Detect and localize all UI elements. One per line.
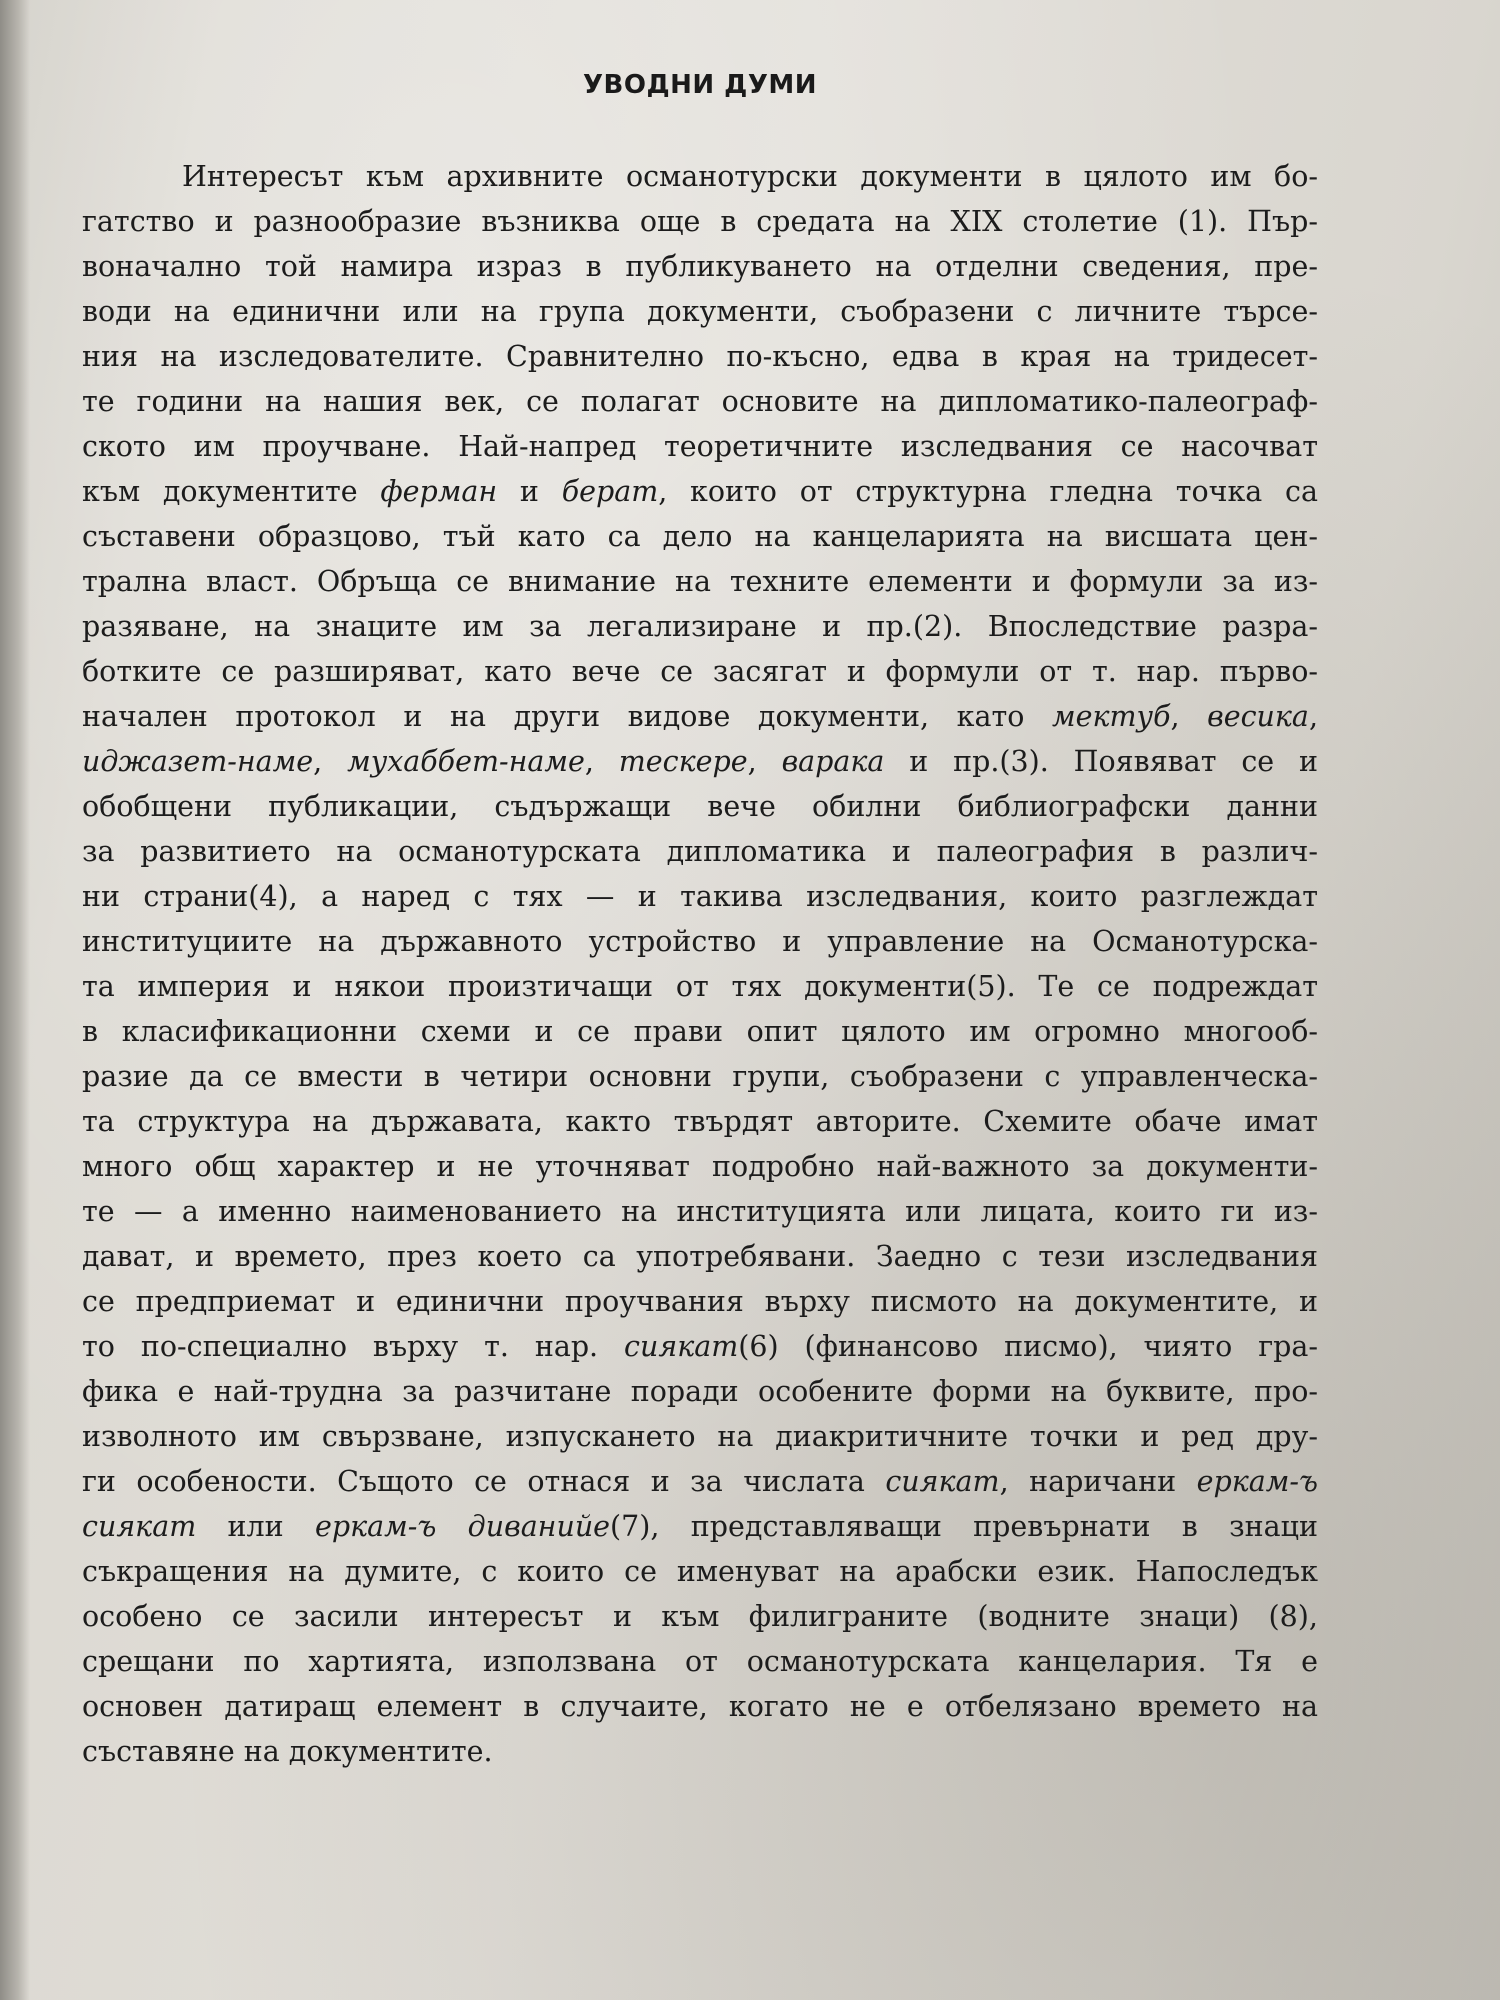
text-line: води на единични или на група документи, съобразени с личните търсе- bbox=[82, 295, 1318, 328]
text-line: съставени образцово, тъй като са дело на канцеларията на висшата цен- bbox=[82, 520, 1318, 553]
text-line: разяване, на знаците им за легализиране и пр.(2). Впоследствие разра- bbox=[82, 610, 1318, 643]
italic-term: тескере bbox=[618, 745, 748, 778]
text-line: иджазет-наме, мухаббет-наме, тескере, варака и пр.(3). Появяват се и bbox=[82, 745, 1318, 778]
text-line: основен датиращ елемент в случаите, когато не е отбелязано времето на bbox=[82, 1690, 1318, 1723]
text-line: фика е най-трудна за разчитане поради особените форми на буквите, про- bbox=[82, 1375, 1318, 1408]
italic-term: еркам-ъ диванийе bbox=[314, 1510, 611, 1543]
text-line: ги особености. Същото се отнася и за числата сиякат, наричани еркам-ъ bbox=[82, 1465, 1318, 1498]
italic-term: ферман bbox=[380, 475, 498, 508]
text-line: Интересът към архивните османотурски документи в цялото им бо- bbox=[182, 160, 1318, 193]
italic-term: мухаббет-наме bbox=[347, 745, 585, 778]
page-title: УВОДНИ ДУМИ bbox=[582, 70, 818, 100]
italic-term: варака bbox=[781, 745, 885, 778]
italic-term: берат bbox=[561, 475, 659, 508]
text-line: институциите на държавното устройство и управление на Османотурска- bbox=[82, 925, 1318, 958]
body-text bbox=[82, 154, 1318, 1774]
italic-term: сиякат bbox=[885, 1465, 1000, 1498]
text-line: срещани по хартията, използвана от османотурската канцелария. Тя е bbox=[82, 1645, 1318, 1678]
text-line: ни страни(4), а наред с тях — и такива изследвания, които разглеждат bbox=[82, 880, 1318, 913]
text-line: сиякат или еркам-ъ диванийе(7), представляващи превърнати в знаци bbox=[82, 1510, 1318, 1543]
text-line: гатство и разнообразие възниква още в средата на XIX столетие (1). Пър- bbox=[82, 205, 1318, 238]
italic-term: еркам-ъ bbox=[1196, 1465, 1318, 1498]
text-line: много общ характер и не уточняват подробно най-важното за документи- bbox=[82, 1150, 1318, 1183]
text-line: дават, и времето, през което са употребявани. Заедно с тези изследвания bbox=[82, 1240, 1318, 1273]
text-line: особено се засили интересът и към филиграните (водните знаци) (8), bbox=[82, 1600, 1318, 1633]
text-line: то по-специално върху т. нар. сиякат(6) (финансово писмо), чиято гра- bbox=[82, 1330, 1318, 1363]
italic-term: мектуб bbox=[1052, 700, 1171, 733]
text-line: в класификационни схеми и се прави опит цялото им огромно многооб- bbox=[82, 1015, 1318, 1048]
text-line: се предприемат и единични проучвания върху писмото на документите, и bbox=[82, 1285, 1318, 1318]
text-line: те — а именно наименованието на институцията или лицата, които ги из- bbox=[82, 1195, 1318, 1228]
text-line: начален протокол и на други видове документи, като мектуб, весика, bbox=[82, 700, 1318, 733]
text-line: съкращения на думите, с които се именуват на арабски език. Напоследък bbox=[82, 1555, 1318, 1588]
italic-term: сиякат bbox=[82, 1510, 197, 1543]
text-line: воначално той намира израз в публикуването на отделни сведения, пре- bbox=[82, 250, 1318, 283]
italic-term: сиякат bbox=[624, 1330, 739, 1363]
text-line: разие да се вмести в четири основни групи, съобразени с управленческа- bbox=[82, 1060, 1318, 1093]
italic-term: иджазет-наме bbox=[82, 745, 314, 778]
text-line: те години на нашия век, се полагат основите на дипломатико-палеограф- bbox=[82, 385, 1318, 418]
text-line: та структура на държавата, както твърдят авторите. Схемите обаче имат bbox=[82, 1105, 1318, 1138]
text-line: съставяне на документите. bbox=[82, 1735, 493, 1768]
text-line: обобщени публикации, съдържащи вече обилни библиографски данни bbox=[82, 790, 1318, 823]
text-line: към документите ферман и берат, които от структурна гледна точка са bbox=[82, 475, 1318, 508]
text-line: та империя и някои произтичащи от тях документи(5). Те се подреждат bbox=[82, 970, 1318, 1003]
text-line: трална власт. Обръща се внимание на техните елементи и формули за из- bbox=[82, 565, 1318, 598]
text-line: за развитието на османотурската дипломатика и палеография в различ- bbox=[82, 835, 1318, 868]
italic-term: весика bbox=[1207, 700, 1309, 733]
text-line: ското им проучване. Най-напред теоретичните изследвания се насочват bbox=[82, 430, 1318, 463]
text-line: ния на изследователите. Сравнително по-късно, едва в края на тридесет- bbox=[82, 340, 1318, 373]
text-line: изволното им свързване, изпускането на диакритичните точки и ред дру- bbox=[82, 1420, 1318, 1453]
text-line: ботките се разширяват, като вече се засягат и формули от т. нар. първо- bbox=[82, 655, 1318, 688]
page-edge-shadow bbox=[0, 0, 30, 2000]
